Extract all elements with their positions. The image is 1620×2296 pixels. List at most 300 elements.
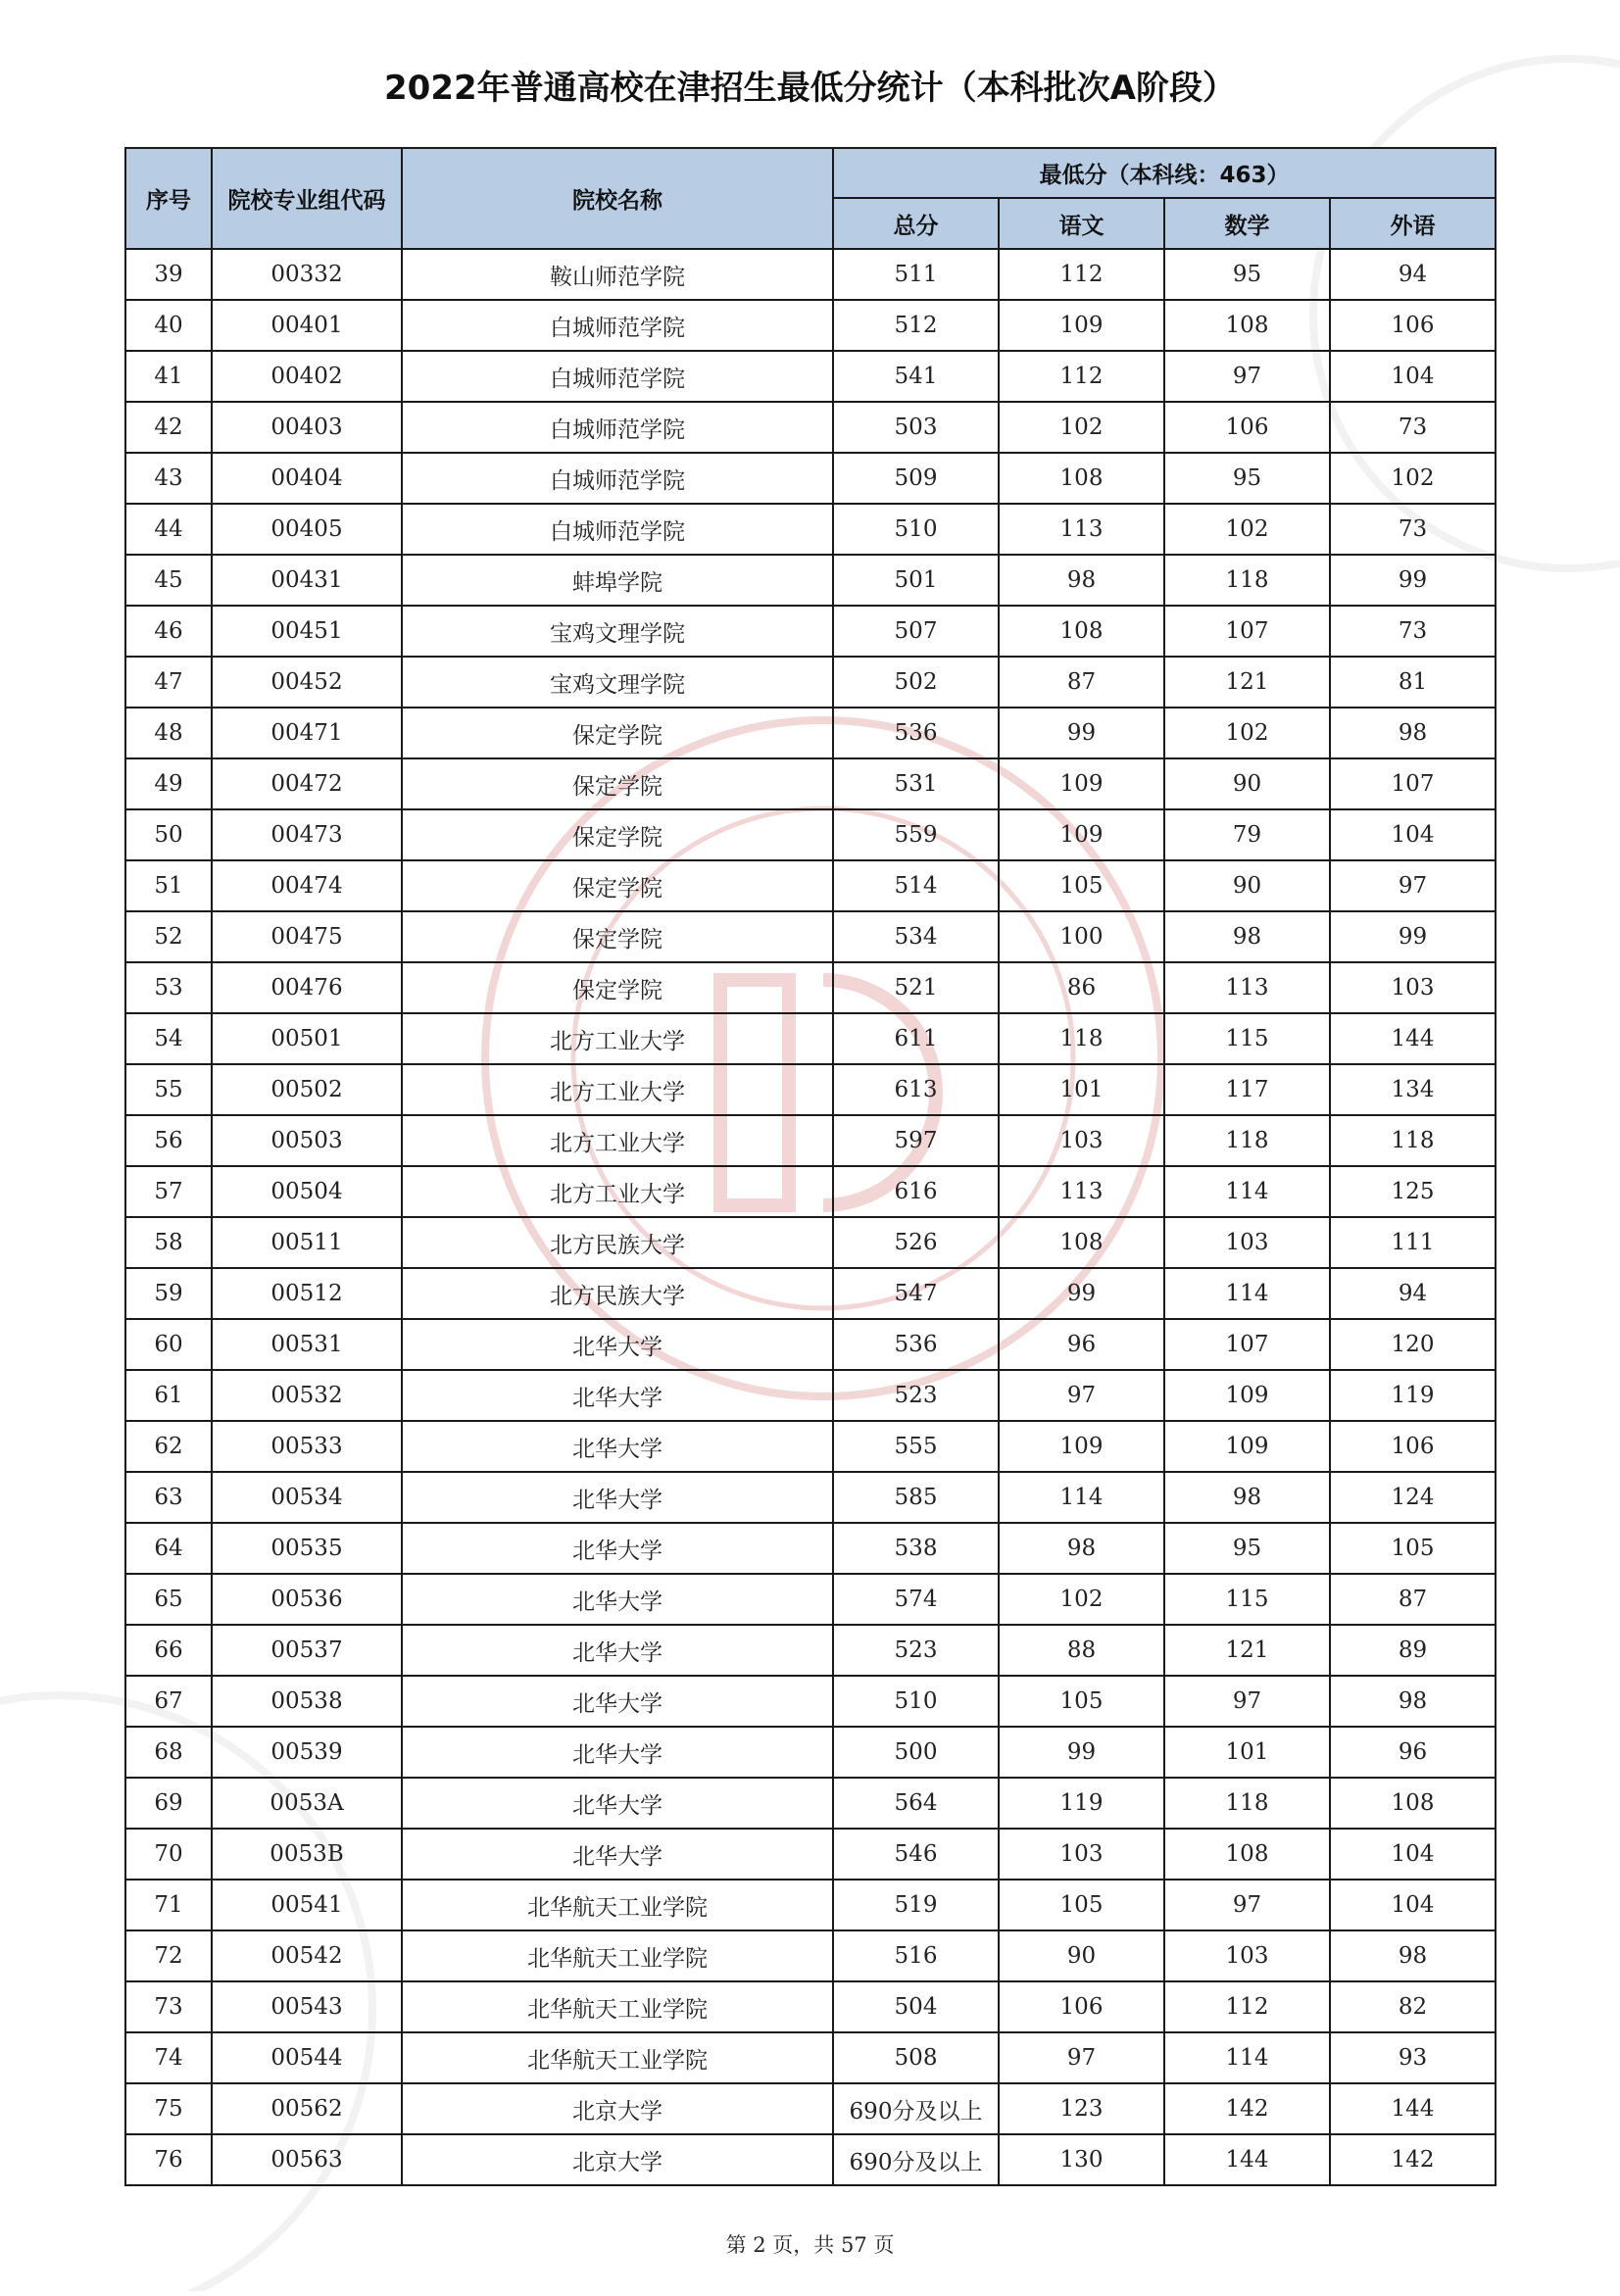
cell-code: 00473 (212, 809, 402, 860)
cell-foreign: 106 (1330, 1421, 1496, 1472)
cell-foreign: 142 (1330, 2134, 1496, 2185)
cell-code: 00403 (212, 402, 402, 453)
cell-code: 00503 (212, 1115, 402, 1166)
cell-math: 108 (1164, 300, 1330, 351)
cell-code: 00543 (212, 1981, 402, 2032)
table-row (125, 2134, 1496, 2185)
page-footer: 第 2 页，共 57 页 (725, 2233, 895, 2257)
cell-name: 蚌埠学院 (402, 555, 833, 606)
cell-math: 79 (1164, 809, 1330, 860)
cell-chinese: 105 (999, 1676, 1164, 1727)
cell-math: 98 (1164, 911, 1330, 962)
cell-chinese: 96 (999, 1319, 1164, 1370)
cell-seq: 42 (125, 402, 212, 453)
score-table (124, 147, 1497, 2186)
cell-name: 宝鸡文理学院 (402, 606, 833, 657)
cell-math: 102 (1164, 708, 1330, 758)
cell-foreign: 98 (1330, 1676, 1496, 1727)
cell-code: 00501 (212, 1013, 402, 1064)
table-row (125, 1013, 1496, 1064)
cell-seq: 65 (125, 1574, 212, 1625)
cell-total: 503 (833, 402, 999, 453)
cell-seq: 50 (125, 809, 212, 860)
cell-math: 103 (1164, 1217, 1330, 1268)
header-name: 院校名称 (402, 148, 833, 249)
cell-chinese: 97 (999, 2032, 1164, 2083)
cell-foreign: 107 (1330, 758, 1496, 809)
cell-math: 98 (1164, 1472, 1330, 1523)
cell-total: 574 (833, 1574, 999, 1625)
cell-foreign: 87 (1330, 1574, 1496, 1625)
table-row (125, 606, 1496, 657)
cell-chinese: 100 (999, 911, 1164, 962)
table-body (125, 249, 1496, 2185)
cell-code: 00532 (212, 1370, 402, 1421)
cell-chinese: 99 (999, 1727, 1164, 1778)
cell-math: 108 (1164, 1829, 1330, 1880)
cell-foreign: 94 (1330, 249, 1496, 300)
cell-chinese: 113 (999, 1166, 1164, 1217)
cell-code: 00474 (212, 860, 402, 911)
cell-name: 北华航天工业学院 (402, 2032, 833, 2083)
cell-name: 北方工业大学 (402, 1013, 833, 1064)
cell-foreign: 144 (1330, 1013, 1496, 1064)
cell-name: 北华大学 (402, 1319, 833, 1370)
cell-total: 546 (833, 1829, 999, 1880)
cell-seq: 61 (125, 1370, 212, 1421)
cell-total: 611 (833, 1013, 999, 1064)
cell-name: 北华大学 (402, 1370, 833, 1421)
cell-foreign: 81 (1330, 657, 1496, 708)
cell-total: 504 (833, 1981, 999, 2032)
cell-code: 00405 (212, 504, 402, 555)
cell-math: 90 (1164, 860, 1330, 911)
cell-foreign: 73 (1330, 402, 1496, 453)
cell-foreign: 82 (1330, 1981, 1496, 2032)
cell-foreign: 93 (1330, 2032, 1496, 2083)
cell-foreign: 105 (1330, 1523, 1496, 1574)
cell-name: 北华大学 (402, 1727, 833, 1778)
cell-seq: 59 (125, 1268, 212, 1319)
cell-name: 北华大学 (402, 1472, 833, 1523)
cell-seq: 41 (125, 351, 212, 402)
table-row (125, 657, 1496, 708)
cell-math: 103 (1164, 1930, 1330, 1981)
cell-seq: 64 (125, 1523, 212, 1574)
cell-math: 121 (1164, 657, 1330, 708)
cell-name: 保定学院 (402, 708, 833, 758)
cell-total: 521 (833, 962, 999, 1013)
cell-name: 北华大学 (402, 1523, 833, 1574)
table-row (125, 1880, 1496, 1930)
cell-math: 121 (1164, 1625, 1330, 1676)
cell-chinese: 97 (999, 1370, 1164, 1421)
table-row (125, 555, 1496, 606)
header-chinese: 语文 (999, 198, 1164, 249)
cell-total: 516 (833, 1930, 999, 1981)
table-row (125, 758, 1496, 809)
header-code: 院校专业组代码 (212, 148, 402, 249)
cell-math: 114 (1164, 1166, 1330, 1217)
cell-foreign: 73 (1330, 504, 1496, 555)
cell-total: 526 (833, 1217, 999, 1268)
cell-name: 白城师范学院 (402, 300, 833, 351)
cell-code: 00538 (212, 1676, 402, 1727)
header-math: 数学 (1164, 198, 1330, 249)
cell-name: 北方民族大学 (402, 1217, 833, 1268)
cell-chinese: 105 (999, 1880, 1164, 1930)
cell-seq: 43 (125, 453, 212, 504)
cell-math: 115 (1164, 1574, 1330, 1625)
cell-name: 北方工业大学 (402, 1166, 833, 1217)
cell-code: 00332 (212, 249, 402, 300)
table-row (125, 453, 1496, 504)
cell-seq: 45 (125, 555, 212, 606)
cell-foreign: 104 (1330, 1829, 1496, 1880)
cell-seq: 47 (125, 657, 212, 708)
table-row (125, 1523, 1496, 1574)
cell-math: 114 (1164, 2032, 1330, 2083)
cell-foreign: 120 (1330, 1319, 1496, 1370)
table-row (125, 1166, 1496, 1217)
cell-chinese: 102 (999, 1574, 1164, 1625)
cell-seq: 53 (125, 962, 212, 1013)
cell-foreign: 89 (1330, 1625, 1496, 1676)
cell-chinese: 130 (999, 2134, 1164, 2185)
cell-name: 北华大学 (402, 1574, 833, 1625)
cell-code: 00541 (212, 1880, 402, 1930)
cell-total: 501 (833, 555, 999, 606)
cell-math: 114 (1164, 1268, 1330, 1319)
cell-foreign: 134 (1330, 1064, 1496, 1115)
cell-code: 00404 (212, 453, 402, 504)
cell-foreign: 118 (1330, 1115, 1496, 1166)
table-row (125, 300, 1496, 351)
cell-chinese: 86 (999, 962, 1164, 1013)
cell-foreign: 73 (1330, 606, 1496, 657)
cell-total: 547 (833, 1268, 999, 1319)
cell-code: 00536 (212, 1574, 402, 1625)
cell-name: 白城师范学院 (402, 453, 833, 504)
cell-foreign: 104 (1330, 351, 1496, 402)
cell-total: 519 (833, 1880, 999, 1930)
cell-total: 514 (833, 860, 999, 911)
table-row (125, 708, 1496, 758)
cell-math: 107 (1164, 606, 1330, 657)
table-row (125, 1727, 1496, 1778)
cell-code: 00539 (212, 1727, 402, 1778)
cell-foreign: 144 (1330, 2083, 1496, 2134)
cell-chinese: 101 (999, 1064, 1164, 1115)
cell-total: 523 (833, 1625, 999, 1676)
cell-seq: 69 (125, 1778, 212, 1829)
cell-total: 559 (833, 809, 999, 860)
cell-chinese: 87 (999, 657, 1164, 708)
cell-code: 00401 (212, 300, 402, 351)
cell-seq: 49 (125, 758, 212, 809)
cell-foreign: 96 (1330, 1727, 1496, 1778)
cell-name: 北方工业大学 (402, 1115, 833, 1166)
cell-seq: 57 (125, 1166, 212, 1217)
table-row (125, 1472, 1496, 1523)
cell-math: 95 (1164, 453, 1330, 504)
cell-code: 00452 (212, 657, 402, 708)
cell-seq: 73 (125, 1981, 212, 2032)
table-row (125, 1574, 1496, 1625)
table-row (125, 351, 1496, 402)
cell-name: 北方工业大学 (402, 1064, 833, 1115)
cell-name: 鞍山师范学院 (402, 249, 833, 300)
cell-name: 白城师范学院 (402, 351, 833, 402)
cell-foreign: 98 (1330, 1930, 1496, 1981)
cell-math: 112 (1164, 1981, 1330, 2032)
cell-chinese: 114 (999, 1472, 1164, 1523)
cell-foreign: 111 (1330, 1217, 1496, 1268)
cell-code: 0053B (212, 1829, 402, 1880)
cell-math: 101 (1164, 1727, 1330, 1778)
cell-math: 95 (1164, 249, 1330, 300)
cell-foreign: 124 (1330, 1472, 1496, 1523)
cell-seq: 58 (125, 1217, 212, 1268)
cell-code: 00502 (212, 1064, 402, 1115)
cell-foreign: 106 (1330, 300, 1496, 351)
cell-chinese: 102 (999, 402, 1164, 453)
cell-math: 117 (1164, 1064, 1330, 1115)
cell-name: 保定学院 (402, 911, 833, 962)
cell-chinese: 99 (999, 1268, 1164, 1319)
cell-chinese: 113 (999, 504, 1164, 555)
cell-foreign: 98 (1330, 708, 1496, 758)
cell-chinese: 88 (999, 1625, 1164, 1676)
cell-name: 保定学院 (402, 962, 833, 1013)
cell-total: 585 (833, 1472, 999, 1523)
header-foreign: 外语 (1330, 198, 1496, 249)
cell-name: 北华大学 (402, 1625, 833, 1676)
table-row (125, 2032, 1496, 2083)
cell-seq: 62 (125, 1421, 212, 1472)
table-row (125, 1421, 1496, 1472)
table-row (125, 1268, 1496, 1319)
cell-seq: 71 (125, 1880, 212, 1930)
cell-chinese: 112 (999, 351, 1164, 402)
cell-chinese: 98 (999, 1523, 1164, 1574)
cell-chinese: 108 (999, 453, 1164, 504)
cell-total: 510 (833, 1676, 999, 1727)
cell-seq: 67 (125, 1676, 212, 1727)
cell-name: 保定学院 (402, 758, 833, 809)
table-row (125, 2083, 1496, 2134)
cell-name: 北华航天工业学院 (402, 1880, 833, 1930)
cell-code: 00504 (212, 1166, 402, 1217)
cell-total: 510 (833, 504, 999, 555)
table-row (125, 1319, 1496, 1370)
header-total: 总分 (833, 198, 999, 249)
table-row (125, 1370, 1496, 1421)
cell-seq: 40 (125, 300, 212, 351)
cell-total: 508 (833, 2032, 999, 2083)
cell-foreign: 94 (1330, 1268, 1496, 1319)
page-title: 2022年普通高校在津招生最低分统计（本科批次A阶段） (384, 69, 1236, 108)
cell-total: 564 (833, 1778, 999, 1829)
cell-foreign: 125 (1330, 1166, 1496, 1217)
cell-chinese: 109 (999, 1421, 1164, 1472)
cell-math: 95 (1164, 1523, 1330, 1574)
cell-total: 511 (833, 249, 999, 300)
cell-total: 509 (833, 453, 999, 504)
cell-math: 109 (1164, 1421, 1330, 1472)
cell-code: 00534 (212, 1472, 402, 1523)
cell-math: 113 (1164, 962, 1330, 1013)
cell-code: 00512 (212, 1268, 402, 1319)
cell-code: 00537 (212, 1625, 402, 1676)
table-row (125, 911, 1496, 962)
cell-code: 00472 (212, 758, 402, 809)
cell-foreign: 102 (1330, 453, 1496, 504)
table-row (125, 1676, 1496, 1727)
cell-code: 00451 (212, 606, 402, 657)
cell-name: 北方民族大学 (402, 1268, 833, 1319)
cell-name: 北京大学 (402, 2134, 833, 2185)
cell-name: 北华大学 (402, 1829, 833, 1880)
cell-seq: 74 (125, 2032, 212, 2083)
cell-total: 690分及以上 (833, 2134, 999, 2185)
cell-math: 109 (1164, 1370, 1330, 1421)
cell-chinese: 109 (999, 809, 1164, 860)
cell-math: 118 (1164, 1778, 1330, 1829)
cell-math: 97 (1164, 1676, 1330, 1727)
cell-code: 00531 (212, 1319, 402, 1370)
cell-name: 北华大学 (402, 1778, 833, 1829)
cell-seq: 76 (125, 2134, 212, 2185)
cell-name: 宝鸡文理学院 (402, 657, 833, 708)
cell-name: 保定学院 (402, 809, 833, 860)
cell-math: 97 (1164, 1880, 1330, 1930)
cell-math: 115 (1164, 1013, 1330, 1064)
cell-seq: 70 (125, 1829, 212, 1880)
cell-name: 北华航天工业学院 (402, 1981, 833, 2032)
cell-math: 97 (1164, 351, 1330, 402)
cell-math: 142 (1164, 2083, 1330, 2134)
cell-chinese: 109 (999, 758, 1164, 809)
cell-chinese: 112 (999, 249, 1164, 300)
cell-chinese: 106 (999, 1981, 1164, 2032)
cell-name: 北京大学 (402, 2083, 833, 2134)
table-row (125, 504, 1496, 555)
cell-foreign: 108 (1330, 1778, 1496, 1829)
cell-total: 597 (833, 1115, 999, 1166)
cell-chinese: 105 (999, 860, 1164, 911)
cell-code: 00475 (212, 911, 402, 962)
cell-code: 00544 (212, 2032, 402, 2083)
table-row (125, 249, 1496, 300)
cell-seq: 52 (125, 911, 212, 962)
cell-code: 00431 (212, 555, 402, 606)
cell-code: 00402 (212, 351, 402, 402)
cell-name: 北华航天工业学院 (402, 1930, 833, 1981)
cell-seq: 51 (125, 860, 212, 911)
table-row (125, 1930, 1496, 1981)
header-seq: 序号 (125, 148, 212, 249)
cell-math: 118 (1164, 555, 1330, 606)
cell-foreign: 119 (1330, 1370, 1496, 1421)
cell-seq: 48 (125, 708, 212, 758)
cell-seq: 72 (125, 1930, 212, 1981)
cell-code: 00542 (212, 1930, 402, 1981)
cell-foreign: 103 (1330, 962, 1496, 1013)
cell-seq: 68 (125, 1727, 212, 1778)
cell-chinese: 108 (999, 1217, 1164, 1268)
cell-chinese: 98 (999, 555, 1164, 606)
cell-seq: 63 (125, 1472, 212, 1523)
cell-seq: 75 (125, 2083, 212, 2134)
cell-total: 538 (833, 1523, 999, 1574)
cell-code: 00562 (212, 2083, 402, 2134)
cell-chinese: 103 (999, 1115, 1164, 1166)
cell-math: 118 (1164, 1115, 1330, 1166)
table-row (125, 1625, 1496, 1676)
cell-total: 555 (833, 1421, 999, 1472)
table-row (125, 1217, 1496, 1268)
cell-name: 保定学院 (402, 860, 833, 911)
cell-math: 144 (1164, 2134, 1330, 2185)
table-row (125, 809, 1496, 860)
table-row (125, 1115, 1496, 1166)
cell-math: 102 (1164, 504, 1330, 555)
cell-name: 白城师范学院 (402, 504, 833, 555)
cell-chinese: 99 (999, 708, 1164, 758)
cell-code: 00563 (212, 2134, 402, 2185)
cell-math: 106 (1164, 402, 1330, 453)
cell-total: 523 (833, 1370, 999, 1421)
cell-foreign: 97 (1330, 860, 1496, 911)
table-row (125, 1981, 1496, 2032)
cell-name: 北华大学 (402, 1676, 833, 1727)
cell-seq: 55 (125, 1064, 212, 1115)
cell-chinese: 109 (999, 300, 1164, 351)
cell-total: 616 (833, 1166, 999, 1217)
cell-chinese: 90 (999, 1930, 1164, 1981)
cell-name: 白城师范学院 (402, 402, 833, 453)
cell-code: 00476 (212, 962, 402, 1013)
cell-total: 690分及以上 (833, 2083, 999, 2134)
cell-total: 531 (833, 758, 999, 809)
cell-chinese: 108 (999, 606, 1164, 657)
table-row (125, 1064, 1496, 1115)
cell-code: 0053A (212, 1778, 402, 1829)
cell-total: 541 (833, 351, 999, 402)
cell-code: 00471 (212, 708, 402, 758)
cell-code: 00535 (212, 1523, 402, 1574)
cell-math: 90 (1164, 758, 1330, 809)
cell-seq: 60 (125, 1319, 212, 1370)
cell-seq: 39 (125, 249, 212, 300)
cell-seq: 66 (125, 1625, 212, 1676)
table-row (125, 402, 1496, 453)
cell-total: 512 (833, 300, 999, 351)
cell-code: 00533 (212, 1421, 402, 1472)
cell-total: 534 (833, 911, 999, 962)
cell-total: 536 (833, 1319, 999, 1370)
cell-total: 500 (833, 1727, 999, 1778)
cell-total: 536 (833, 708, 999, 758)
cell-chinese: 123 (999, 2083, 1164, 2134)
cell-chinese: 118 (999, 1013, 1164, 1064)
cell-foreign: 104 (1330, 1880, 1496, 1930)
cell-total: 502 (833, 657, 999, 708)
cell-code: 00511 (212, 1217, 402, 1268)
cell-seq: 56 (125, 1115, 212, 1166)
cell-seq: 44 (125, 504, 212, 555)
